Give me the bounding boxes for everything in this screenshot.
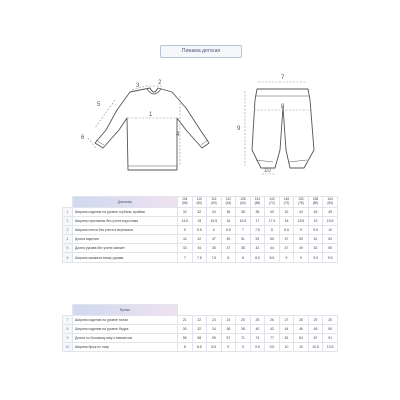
size-chest: (64) <box>225 200 232 205</box>
value-cell: 63 <box>323 235 338 244</box>
value-cell: 71 <box>236 333 251 342</box>
empty-cell <box>192 305 207 316</box>
value-cell: 57 <box>279 235 294 244</box>
size-chest: (80) <box>312 200 319 205</box>
row-number: 4 <box>63 235 73 244</box>
value-cell: 7 <box>178 253 193 262</box>
row-number: 10 <box>63 343 73 352</box>
value-cell: 6.5 <box>221 225 236 234</box>
value-cell: 18 <box>279 216 294 225</box>
row-number: 7 <box>63 315 73 324</box>
value-cell: 15 <box>192 216 207 225</box>
value-cell: 7 <box>236 225 251 234</box>
table-row <box>63 253 338 262</box>
size-height: 140 <box>269 197 275 202</box>
value-cell: 42 <box>178 235 193 244</box>
value-cell: 9 <box>236 343 251 352</box>
value-cell: 48 <box>308 324 323 333</box>
measure-label: 1 <box>149 112 153 118</box>
table-row <box>63 225 338 234</box>
value-cell: 57 <box>221 333 236 342</box>
value-cell: 16 <box>221 216 236 225</box>
measure-label: 10 <box>264 168 271 174</box>
size-header-cell <box>192 197 207 208</box>
value-cell: 17 <box>250 216 265 225</box>
size-height: 128 <box>240 197 246 202</box>
size-height: 104 <box>182 197 188 202</box>
value-cell: 46 <box>294 324 309 333</box>
value-cell: 19.5 <box>323 216 338 225</box>
value-cell: 61 <box>308 235 323 244</box>
row-label: Ширина манжета внизу рукава <box>73 253 178 262</box>
value-cell: 40 <box>265 207 280 216</box>
value-cell: 51 <box>236 235 251 244</box>
value-cell: 8.5 <box>250 253 265 262</box>
value-cell: 7.5 <box>207 253 222 262</box>
empty-cell <box>265 305 280 316</box>
row-label: Ширина горловины без учета воротника <box>73 216 178 225</box>
row-label: Ширина изделия на уровне глубины проймы <box>73 207 178 216</box>
size-header-cell <box>178 197 193 208</box>
table-row <box>63 216 338 225</box>
empty-cell <box>221 305 236 316</box>
measure-label: 9 <box>237 126 241 132</box>
empty-cell <box>308 305 323 316</box>
value-cell: 14.5 <box>178 216 193 225</box>
value-cell: 84 <box>294 333 309 342</box>
size-header-cell <box>308 197 323 208</box>
table-title: Брюки <box>73 305 178 316</box>
value-cell: 9 <box>294 225 309 234</box>
value-cell: 30 <box>178 324 193 333</box>
value-cell: 9.5 <box>265 343 280 352</box>
value-cell: 40 <box>250 324 265 333</box>
value-cell: 10 <box>323 225 338 234</box>
size-chest: (56) <box>181 200 188 205</box>
value-cell: 10 <box>279 343 294 352</box>
value-cell: 91 <box>323 333 338 342</box>
value-cell: 5 <box>178 225 193 234</box>
value-cell: 77 <box>265 333 280 342</box>
value-cell: 9.5 <box>308 225 323 234</box>
measure-label: 7 <box>281 75 285 81</box>
size-header-cell <box>323 197 338 208</box>
value-cell: 9 <box>221 343 236 352</box>
value-cell: 8.5 <box>279 225 294 234</box>
row-number: 2 <box>63 216 73 225</box>
table-row <box>63 324 338 333</box>
value-cell: 37 <box>221 244 236 253</box>
garment-drawing <box>0 0 400 175</box>
value-cell: 34 <box>192 244 207 253</box>
jumper-size-table <box>62 196 338 263</box>
value-cell: 10.5 <box>323 343 338 352</box>
value-cell: 9.5 <box>250 343 265 352</box>
pants-size-table <box>62 304 338 352</box>
value-cell: 16.5 <box>236 216 251 225</box>
row-number: 1 <box>63 207 73 216</box>
value-cell: 55 <box>207 333 222 342</box>
table-row <box>63 235 338 244</box>
value-cell: 32 <box>192 324 207 333</box>
jumper-outline <box>95 88 209 170</box>
size-chest: (60) <box>196 200 203 205</box>
value-cell: 42 <box>279 207 294 216</box>
measure-label: 6 <box>81 135 85 141</box>
value-cell: 28 <box>294 315 309 324</box>
value-cell: 34 <box>207 207 222 216</box>
value-cell: 9.5 <box>323 253 338 262</box>
size-header-cell <box>236 197 251 208</box>
row-label: Длина изделия <box>73 235 178 244</box>
value-cell: 9 <box>279 253 294 262</box>
value-cell: 49 <box>294 244 309 253</box>
size-chest: (72) <box>283 200 290 205</box>
value-cell: 34 <box>207 324 222 333</box>
value-cell: 32 <box>192 207 207 216</box>
table-row <box>63 343 338 352</box>
table-row <box>63 333 338 342</box>
size-height: 158 <box>312 197 319 202</box>
value-cell: 44 <box>279 324 294 333</box>
value-cell: 7.5 <box>192 253 207 262</box>
value-cell: 52 <box>308 244 323 253</box>
value-cell: 50 <box>323 324 338 333</box>
value-cell: 55 <box>323 244 338 253</box>
value-cell: 38 <box>236 207 251 216</box>
measure-label: 3 <box>136 83 140 89</box>
size-header-cell <box>265 197 280 208</box>
table-row <box>63 207 338 216</box>
value-cell: 8 <box>265 225 280 234</box>
pants-outline <box>252 89 314 168</box>
value-cell: 8.5 <box>207 343 222 352</box>
value-cell: 49 <box>221 235 236 244</box>
table-row <box>63 315 338 324</box>
value-cell: 44 <box>294 207 309 216</box>
size-header-cell <box>221 197 236 208</box>
value-cell: 22 <box>192 315 207 324</box>
empty-cell <box>279 305 294 316</box>
value-cell: 47 <box>207 235 222 244</box>
size-chest: (72) <box>269 200 275 205</box>
row-label: Ширина плеча без учета в вертикаль <box>73 225 178 234</box>
value-cell: 38 <box>250 207 265 216</box>
value-cell: 48 <box>323 207 338 216</box>
row-label: Длина по боковому шву с манжетом <box>73 333 178 342</box>
size-chest: (84) <box>327 200 333 205</box>
size-height: 122 <box>225 197 232 202</box>
value-cell: 5.5 <box>192 225 207 234</box>
size-height: 164 <box>327 197 333 202</box>
size-height: 110 <box>196 197 202 202</box>
value-cell: 55 <box>265 235 280 244</box>
value-cell: 47 <box>279 244 294 253</box>
value-cell: 24 <box>221 315 236 324</box>
value-cell: 8 <box>236 253 251 262</box>
row-number: 3 <box>63 225 73 234</box>
row-label: Ширина изделия на уровне бедра <box>73 324 178 333</box>
row-label: Длина рукава без учета манжет <box>73 244 178 253</box>
value-cell: 26 <box>265 315 280 324</box>
measure-label: 5 <box>97 102 101 108</box>
value-cell: 55 <box>178 333 193 342</box>
measure-label: 8 <box>281 104 285 110</box>
empty-cell <box>207 305 222 316</box>
size-height: 116 <box>211 197 217 202</box>
value-cell: 6 <box>207 225 222 234</box>
size-height: 134 <box>254 197 261 202</box>
size-height: 152 <box>298 197 304 202</box>
value-cell: 29 <box>308 315 323 324</box>
size-header-row <box>63 305 338 316</box>
empty-cell <box>236 305 251 316</box>
value-cell: 18.5 <box>294 216 309 225</box>
value-cell: 46 <box>308 207 323 216</box>
measure-label: 4 <box>176 132 180 138</box>
size-header-cell <box>279 197 294 208</box>
value-cell: 36 <box>221 324 236 333</box>
size-chest: (60) <box>210 200 217 205</box>
empty-cell <box>178 305 193 316</box>
row-label: Ширина изделия на уровне талии <box>73 315 178 324</box>
value-cell: 19 <box>308 216 323 225</box>
value-cell: 81 <box>279 333 294 342</box>
value-cell: 8.5 <box>265 253 280 262</box>
table-title: Джемпер <box>73 197 178 208</box>
row-label: Ширина брюк по низу <box>73 343 178 352</box>
value-cell: 25 <box>236 315 251 324</box>
size-header-cell <box>250 197 265 208</box>
row-number: 9 <box>63 333 73 342</box>
value-cell: 38 <box>236 244 251 253</box>
value-cell: 23 <box>207 315 222 324</box>
value-cell: 42 <box>192 235 207 244</box>
value-cell: 8 <box>178 343 193 352</box>
page-title: Пижама детская <box>160 45 242 58</box>
size-chest: (76) <box>298 200 304 205</box>
value-cell: 10.5 <box>308 343 323 352</box>
value-cell: 8.5 <box>192 343 207 352</box>
row-number: 8 <box>63 324 73 333</box>
value-cell: 9 <box>294 253 309 262</box>
value-cell: 74 <box>250 333 265 342</box>
value-cell: 53 <box>250 235 265 244</box>
value-cell: 25 <box>250 315 265 324</box>
value-cell: 21 <box>178 315 193 324</box>
value-cell: 15.5 <box>207 216 222 225</box>
empty-cell <box>250 305 265 316</box>
value-cell: 36 <box>221 207 236 216</box>
value-cell: 7.5 <box>250 225 265 234</box>
value-cell: 35 <box>207 244 222 253</box>
size-header-cell <box>207 197 222 208</box>
value-cell: 27 <box>279 315 294 324</box>
row-number: 6 <box>63 253 73 262</box>
size-chest: (64) <box>240 200 246 205</box>
value-cell: 30 <box>323 315 338 324</box>
value-cell: 59 <box>294 235 309 244</box>
value-cell: 87 <box>308 333 323 342</box>
value-cell: 33 <box>178 244 193 253</box>
size-header-cell <box>294 197 309 208</box>
value-cell: 8 <box>221 253 236 262</box>
row-number: 5 <box>63 244 73 253</box>
value-cell: 44 <box>265 244 280 253</box>
size-header-row <box>63 197 338 208</box>
value-cell: 58 <box>192 333 207 342</box>
empty-cell <box>294 305 309 316</box>
value-cell: 17.5 <box>265 216 280 225</box>
value-cell: 42 <box>250 244 265 253</box>
table-row <box>63 244 338 253</box>
value-cell: 9.5 <box>308 253 323 262</box>
value-cell: 32 <box>178 207 193 216</box>
value-cell: 38 <box>236 324 251 333</box>
size-height: 146 <box>283 197 290 202</box>
empty-cell <box>323 305 338 316</box>
value-cell: 10 <box>294 343 309 352</box>
value-cell: 42 <box>265 324 280 333</box>
measure-label: 2 <box>158 80 162 86</box>
size-chest: (68) <box>254 200 261 205</box>
